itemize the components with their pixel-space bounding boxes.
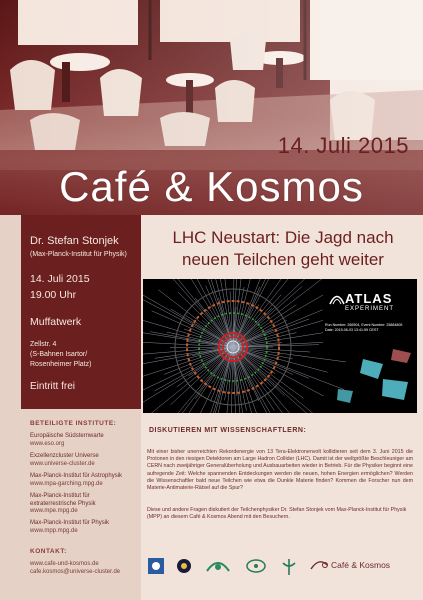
institute-item — [30, 453, 140, 468]
institute-link[interactable]: www.eso.org — [30, 440, 65, 447]
institutes-panel — [21, 409, 141, 600]
mpa-logo-icon[interactable] — [205, 557, 231, 575]
event-time: 19.00 Uhr — [30, 289, 77, 301]
collision-event-display — [143, 279, 417, 413]
run-number: Run Number: 266904, Event Number: 25884805 — [325, 323, 403, 327]
institute-name: Max-Planck-Institut für — [30, 493, 90, 499]
event-date: 14. Juli 2015 — [30, 273, 90, 285]
mpp-logo-icon[interactable] — [279, 557, 299, 577]
cafe-kosmos-logo-icon — [309, 557, 329, 573]
address-line: Zellstr. 4 — [30, 341, 57, 348]
event-info-panel — [21, 215, 141, 409]
venue-address — [30, 340, 138, 370]
speaker-affiliation: (Max-Planck-Institut für Physik) — [30, 251, 127, 258]
institute-name: Max-Planck-Institut für Astrophysik — [30, 473, 123, 479]
entry-fee: Eintritt frei — [30, 381, 76, 392]
talk-headline — [149, 227, 417, 271]
venue-name: Muffatwerk — [30, 316, 82, 328]
institute-link[interactable]: www.mpa-garching.mpg.de — [30, 480, 103, 487]
atlas-logo-text: ATLAS — [345, 291, 393, 306]
institute-item — [30, 473, 140, 488]
contact-website-link[interactable]: www.cafe-und-kosmos.de — [30, 561, 99, 567]
headline-line: neuen Teilchen geht weiter — [182, 250, 384, 269]
speaker-name: Dr. Stefan Stonjek — [30, 235, 119, 247]
poster-title: Café & Kosmos — [59, 163, 364, 210]
contact-email-link[interactable]: cafe.kosmos@universe-cluster.de — [30, 568, 121, 575]
description-paragraph: Mit einer bisher unerreichten Rekordenergie von 13 Tera-Elektronenvolt kollidieren seit dem 3. Juni 2015 die Protonen in den riesigen Detektoren am Large Hadron Collider (LHC). Damit ist der weltgrößte Beschleuniger am CERN nach zweijähriger Generalüberholung und Ausbauarbeiten wieder in Betrieb. Für die Physiker beginnt eine aufregende Zeit: Welche spannenden Entdeckungen werden die neuen, hohen Energien ermöglichen? Werden die Wissenschaftler bald neue Teilchen wie etwa die Dunkle Materie finden? Kommen die Forscher nun dem Materie-Antimaterie-Rätsel auf die Spur? — [147, 449, 413, 492]
run-date: Date: 2015-06-03 13:41:59 CEST — [325, 328, 379, 332]
cafe-kosmos-logo-text: Café & Kosmos — [331, 560, 391, 570]
institute-name: Europäische Südsternwarte — [30, 433, 104, 439]
institute-item — [30, 493, 140, 516]
atlas-logo-icon — [329, 291, 345, 305]
headline-line: LHC Neustart: Die Jagd nach — [172, 228, 394, 247]
description-paragraph: Diese und andere Fragen diskutiert der Teilchenphysiker Dr. Stefan Stonjek vom Max-Planck-Institut für Physik (MPP) an diesem Café & Kosmos Abend mit den Besuchern. — [147, 507, 407, 521]
event-date-large: 14. Juli 2015 — [277, 133, 409, 158]
institute-link[interactable]: www.universe-cluster.de — [30, 460, 95, 467]
contact-heading: KONTAKT: — [30, 548, 67, 555]
universe-cluster-logo-icon[interactable] — [175, 557, 193, 575]
institute-item — [30, 433, 140, 448]
address-line: Rosenheimer Platz) — [30, 361, 92, 368]
institute-item — [30, 520, 140, 535]
address-line: (S-Bahnen Isartor/ — [30, 351, 88, 358]
atlas-sub-text: EXPERIMENT — [345, 306, 395, 312]
section-heading: DISKUTIEREN MIT WISSENSCHAFTLERN: — [149, 427, 307, 434]
institutes-heading: BETEILIGTE INSTITUTE: — [30, 420, 117, 427]
eso-logo-icon[interactable] — [147, 557, 165, 575]
sidebar — [0, 215, 141, 600]
institute-name: Max-Planck-Institut für Physik — [30, 520, 110, 526]
main-content — [141, 215, 423, 600]
partner-logos — [141, 557, 423, 587]
run-info — [325, 323, 402, 333]
mpe-logo-icon[interactable] — [245, 557, 267, 575]
atlas-info-box — [323, 283, 411, 343]
institute-link[interactable]: www.mpp.mpg.de — [30, 527, 78, 534]
institute-name-line2: extraterrestrische Physik — [30, 500, 96, 507]
contact-block — [30, 561, 140, 576]
hero-photo — [0, 0, 423, 215]
institute-link[interactable]: www.mpe.mpg.de — [30, 508, 78, 514]
institute-name: Exzellenzcluster Universe — [30, 453, 99, 459]
